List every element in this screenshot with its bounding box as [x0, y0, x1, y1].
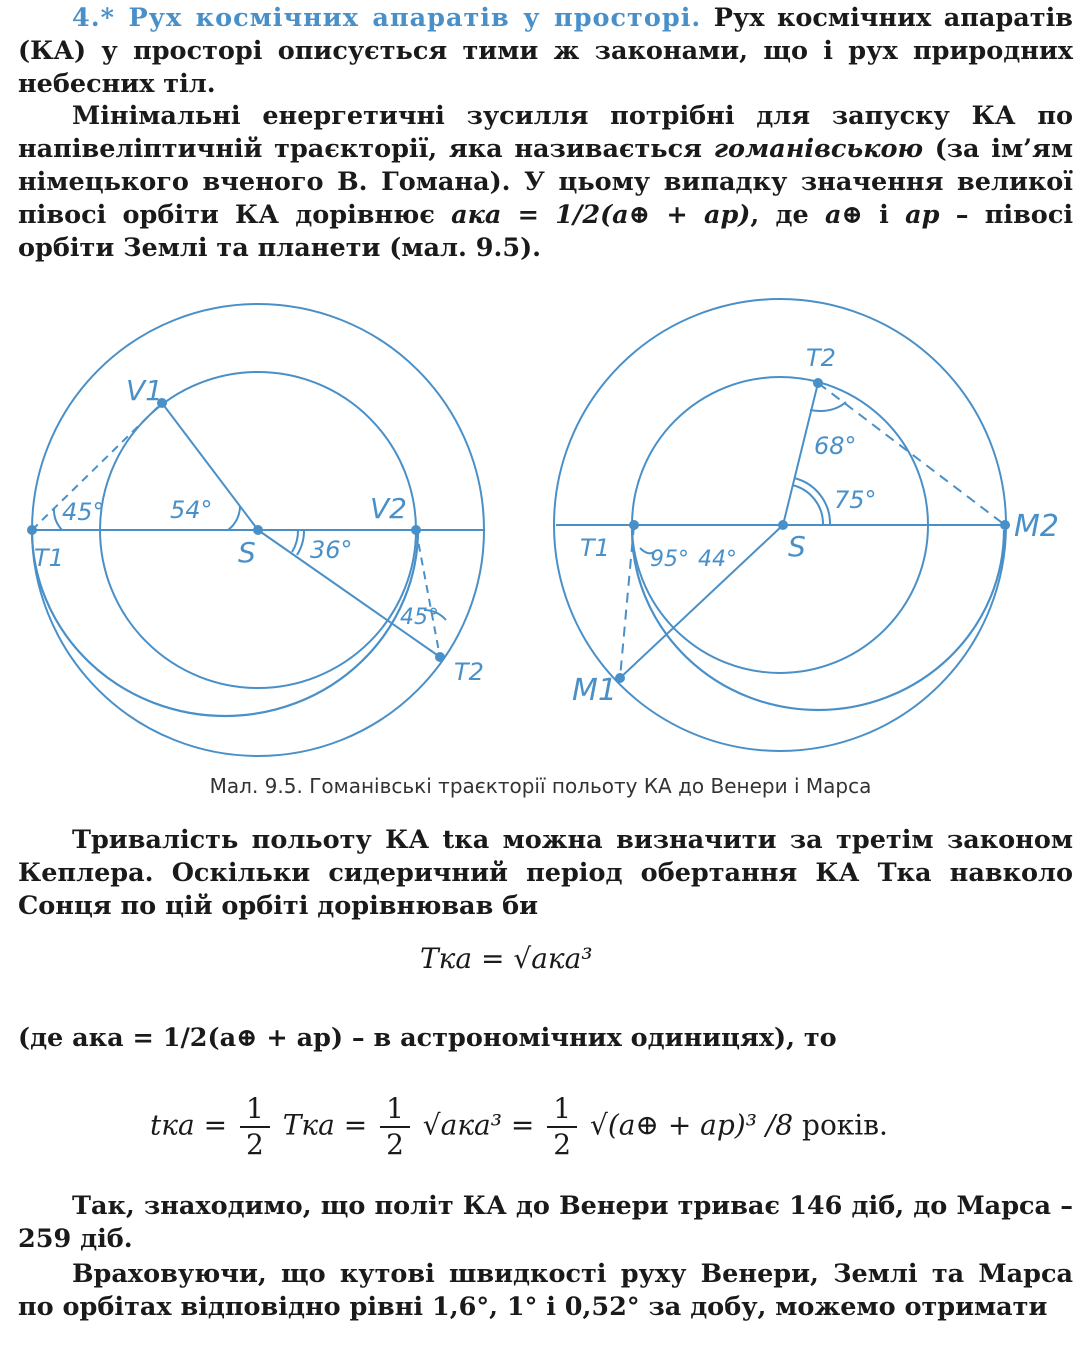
paragraph-hohmann — [18, 100, 1073, 265]
hohmann-text-e: – півосі орбіти Землі та планети (мал. 9.5). — [18, 200, 1074, 263]
label-t2-right: T2 — [806, 344, 836, 372]
label-s-right: S — [788, 530, 806, 563]
label-angle-95: 95° — [650, 547, 689, 572]
arc-36a — [292, 530, 298, 552]
dash-v2-t2 — [416, 530, 440, 657]
hohmann-diagram — [0, 290, 1081, 770]
line-s-t2-right — [783, 383, 818, 525]
hohmann-term: гоманівською — [713, 134, 923, 164]
point-v2 — [411, 525, 421, 535]
eq1-rhs: √aка³ — [513, 942, 593, 975]
label-t2-left: T2 — [454, 658, 484, 686]
semi-axis-formula: aка = 1/2(a⊕ + aр) — [451, 200, 751, 230]
figure-caption: Мал. 9.5. Гоманівські траєкторії польоту КА до Венери і Марса — [209, 774, 872, 798]
arc-54 — [228, 506, 240, 530]
label-angle-68: 68° — [814, 432, 857, 460]
label-s-left: S — [238, 536, 256, 569]
arc-68 — [810, 402, 846, 411]
eq2-term2: √aка³ — [422, 1108, 502, 1142]
paragraph-units: (де aка = 1/2(a⊕ + aр) – в астрономічних одиницях), то — [18, 1023, 837, 1053]
section-heading: 4.* Рух космічних апаратів у просторі. — [72, 3, 702, 33]
earth-axis: a⊕ — [825, 200, 863, 230]
label-t1-left: T1 — [34, 544, 64, 572]
paragraph-results: Так, знаходимо, що політ КА до Венери триває 146 діб, до Марса – 259 діб. — [18, 1191, 1073, 1254]
label-angle-75: 75° — [834, 486, 877, 514]
point-t1-right — [629, 520, 639, 530]
hohmann-text-c: , де — [750, 200, 825, 230]
arc-75a — [792, 485, 823, 525]
label-v2: V2 — [370, 492, 407, 525]
label-v1: V1 — [126, 374, 163, 407]
eq2-term1: Tка — [282, 1108, 335, 1142]
label-t1-right: T1 — [580, 534, 610, 562]
fraction-half-b — [380, 1092, 410, 1162]
frac-a-den: 2 — [245, 1128, 264, 1161]
point-s-left — [253, 525, 263, 535]
transfer-orbit-right — [632, 350, 1004, 710]
frac-a-num: 1 — [240, 1092, 270, 1128]
hohmann-text-a: Мінімальні енергетичні зусилля потрібні для запуску КА по напівеліптичній траєкторії, яка називається — [18, 101, 1073, 164]
arc-75b — [794, 478, 830, 525]
label-m1: M1 — [572, 673, 617, 708]
frac-c-num: 1 — [547, 1092, 577, 1128]
eq1-lhs: Tка — [420, 942, 473, 975]
point-s-right — [778, 520, 788, 530]
dash-t1-m1 — [620, 525, 634, 678]
point-t2-right — [813, 378, 823, 388]
equation-period: Tка = √aка³ — [420, 942, 593, 975]
hohmann-text-d: і — [862, 200, 906, 230]
planet-axis: aр — [905, 200, 940, 230]
frac-c-den: 2 — [553, 1128, 572, 1161]
hohmann-text-b: (за ім’ям німецького вченого В. Гомана). У цьому випадку значення великої півосі орбіти КА дорівнює — [18, 134, 1073, 230]
fraction-half-a — [240, 1092, 270, 1162]
frac-b-num: 1 — [380, 1092, 410, 1128]
eq2-unit: років. — [802, 1108, 888, 1142]
fraction-half-c — [547, 1092, 577, 1162]
point-t2 — [435, 652, 445, 662]
eq2-term3: √(a⊕ + aр)³ /8 — [590, 1108, 794, 1142]
right-points — [615, 378, 1010, 683]
arc-45a — [54, 508, 62, 530]
label-angle-36: 36° — [310, 536, 353, 564]
paragraph-kepler: Тривалість польоту КА tка можна визначити за третім законом Кеплера. Оскільки сидеричний період обертання КА Tка навколо Сонця по цій орбіті дорівнював би — [18, 825, 1073, 921]
intro-text: Рух космічних апаратів (КА) у просторі описується тими ж законами, що і рух природних небесних тіл. — [18, 3, 1073, 99]
label-angle-54: 54° — [170, 496, 213, 524]
frac-b-den: 2 — [386, 1128, 404, 1161]
label-m2: M2 — [1014, 509, 1059, 544]
point-m2 — [1000, 520, 1010, 530]
paragraph-angular: Враховуючи, що кутові швидкості руху Венери, Землі та Марса по орбітах відповідно рівні 1,6°, 1° і 0,52° за добу, можемо отримати — [18, 1259, 1073, 1322]
label-angle-45b: 45° — [400, 605, 439, 630]
equation-duration: tка = $\frac{1}{2}$ Tка = $\frac{1}{2}$ √aка³ = $\frac{1}{2}$ √(a⊕ + aр)³ /8 років. — [150, 1092, 888, 1161]
label-angle-45a: 45° — [62, 498, 105, 526]
label-angle-44: 44° — [698, 547, 737, 572]
paragraph-intro — [18, 2, 1073, 101]
eq2-lhs: tка — [150, 1108, 195, 1142]
point-t1 — [27, 525, 37, 535]
